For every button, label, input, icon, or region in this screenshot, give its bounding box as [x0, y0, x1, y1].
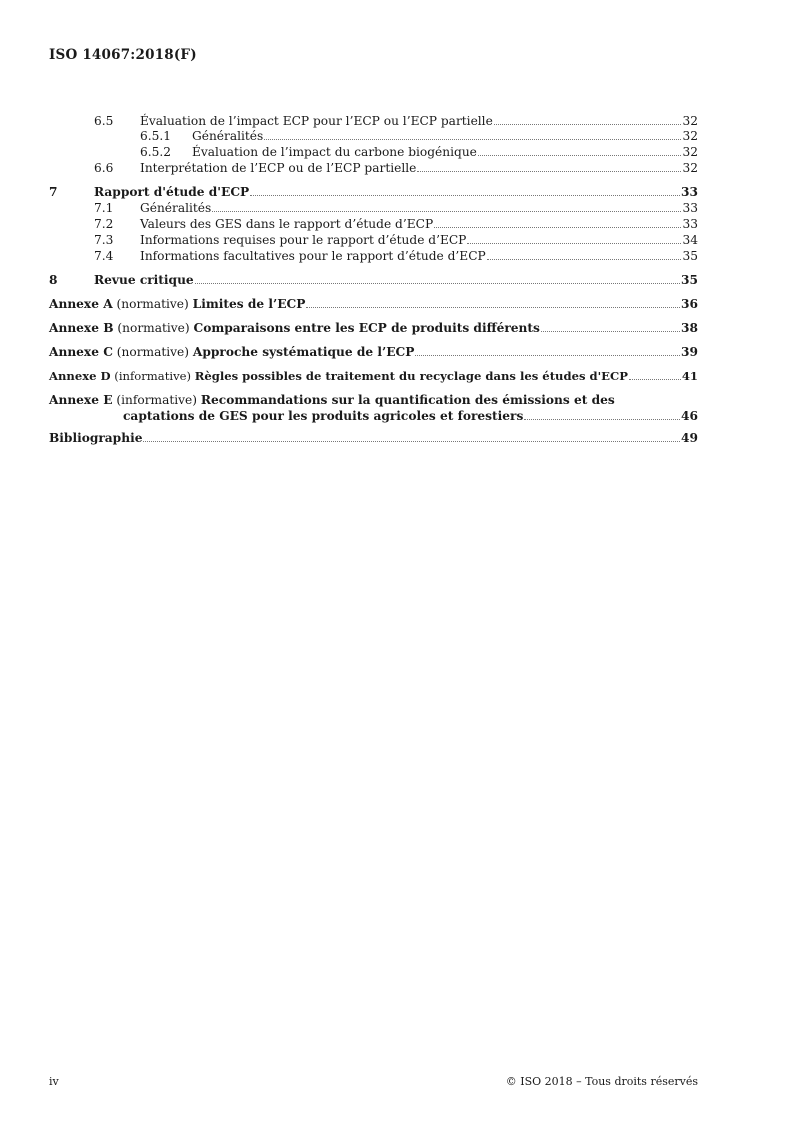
leader-dots — [467, 232, 681, 244]
toc-entry-page: 33 — [682, 201, 698, 215]
leader-dots — [629, 368, 681, 380]
toc-entry-page: 34 — [682, 233, 698, 247]
leader-dots — [434, 216, 681, 228]
toc-entry-page: 32 — [682, 161, 698, 175]
toc-entry-number: 7.2 — [94, 217, 114, 231]
toc-annex-entry[interactable] — [0, 392, 793, 408]
annex-label: Annexe E — [49, 393, 113, 407]
toc-entry-page: 39 — [681, 345, 698, 359]
toc-entry-number: 6.5.2 — [140, 145, 172, 159]
annex-label: Annexe D — [49, 369, 111, 383]
toc-entry[interactable] — [0, 200, 793, 216]
toc-entry-number: 6.5.1 — [140, 129, 172, 143]
toc-entry-title: Interprétation de l’ECP ou de l’ECP partielle — [140, 161, 417, 175]
annex-title: Règles possibles de traitement du recyclage dans les études d'ECP — [194, 369, 628, 383]
toc-entry-number: 6.5 — [94, 114, 114, 128]
toc-entry-title: Évaluation de l’impact du carbone biogénique — [192, 145, 477, 159]
toc-entry-title: Généralités — [140, 201, 212, 215]
toc-entry-title: Évaluation de l’impact ECP pour l’ECP ou l’ECP partielle — [140, 114, 493, 128]
annex-title: Approche systématique de l’ECP — [192, 345, 415, 359]
toc-entry-number: 7.1 — [94, 201, 114, 215]
annex-kind: (normative) — [116, 345, 190, 359]
annex-kind: (informative) — [116, 393, 198, 407]
leader-dots — [195, 272, 680, 284]
annex-title: Limites de l’ECP — [192, 297, 306, 311]
annex-kind: (normative) — [116, 297, 189, 311]
toc-entry[interactable] — [0, 128, 793, 144]
toc-entry-title: Informations facultatives pour le rapport d’étude d’ECP — [140, 249, 486, 263]
toc-annex-entry[interactable] — [0, 320, 793, 336]
toc-annex-entry-continuation[interactable] — [0, 408, 793, 424]
toc-entry-page: 49 — [681, 431, 698, 445]
annex-title: Comparaisons entre les ECP de produits différents — [193, 321, 540, 335]
toc-annex-entry[interactable] — [0, 368, 793, 384]
copyright-notice: © ISO 2018 – Tous droits réservés — [505, 1075, 698, 1088]
leader-dots — [417, 160, 681, 172]
leader-dots — [494, 113, 682, 125]
toc-entry-number: 7.4 — [94, 249, 114, 263]
annex-label: Annexe B — [49, 321, 114, 335]
toc-entry-title: Valeurs des GES dans le rapport d’étude d’ECP — [140, 217, 434, 231]
leader-dots — [487, 248, 682, 260]
toc-entry-page: 46 — [681, 409, 698, 423]
toc-entry-page: 35 — [681, 273, 698, 287]
document-id: ISO 14067:2018(F) — [49, 47, 197, 63]
toc-entry[interactable] — [0, 232, 793, 248]
toc-entry[interactable] — [0, 430, 793, 446]
annex-kind: (normative) — [117, 321, 190, 335]
leader-dots — [415, 344, 680, 356]
toc-entry[interactable] — [0, 113, 793, 129]
toc-entry[interactable] — [0, 216, 793, 232]
leader-dots — [541, 320, 680, 332]
annex-label: Annexe A — [49, 297, 113, 311]
annex-kind: (informative) — [114, 369, 192, 383]
toc-entry-number: 6.6 — [94, 161, 114, 175]
toc-entry[interactable] — [0, 272, 793, 288]
annex-title-line2: captations de GES pour les produits agricoles et forestiers — [123, 409, 524, 423]
leader-dots — [478, 144, 682, 156]
toc-entry-page: 32 — [682, 145, 698, 159]
toc-entry-page: 36 — [681, 297, 698, 311]
toc-entry-number: 8 — [49, 273, 58, 287]
toc-entry[interactable] — [0, 144, 793, 160]
leader-dots — [264, 128, 681, 140]
toc-entry-page: 33 — [682, 217, 698, 231]
toc-entry-page: 32 — [682, 129, 698, 143]
toc-entry-title: Revue critique — [94, 273, 194, 287]
toc-entry-page: 38 — [681, 321, 698, 335]
toc-entry[interactable] — [0, 184, 793, 200]
leader-dots — [250, 184, 680, 196]
annex-title-line1: Recommandations sur la quantification des émissions et des — [200, 393, 615, 407]
annex-label: Annexe C — [49, 345, 113, 359]
toc-entry-title: Rapport d'étude d'ECP — [94, 185, 250, 199]
toc-entry-page: 33 — [681, 185, 698, 199]
toc-annex-entry[interactable] — [0, 296, 793, 312]
toc-entry[interactable] — [0, 160, 793, 176]
toc-annex-entry[interactable] — [0, 344, 793, 360]
leader-dots — [212, 200, 681, 212]
toc-entry-page: 41 — [681, 369, 698, 383]
toc-entry[interactable] — [0, 248, 793, 264]
leader-dots — [306, 296, 680, 308]
leader-dots — [143, 430, 680, 442]
page-number: iv — [49, 1075, 59, 1088]
toc-entry-number: 7 — [49, 185, 58, 199]
toc-entry-page: 35 — [682, 249, 698, 263]
toc-entry-page: 32 — [682, 114, 698, 128]
toc-entry-title: Généralités — [192, 129, 264, 143]
toc-entry-title: Bibliographie — [49, 431, 143, 445]
toc-entry-title: Informations requises pour le rapport d’étude d’ECP — [140, 233, 467, 247]
toc-entry-number: 7.3 — [94, 233, 114, 247]
leader-dots — [524, 408, 680, 420]
